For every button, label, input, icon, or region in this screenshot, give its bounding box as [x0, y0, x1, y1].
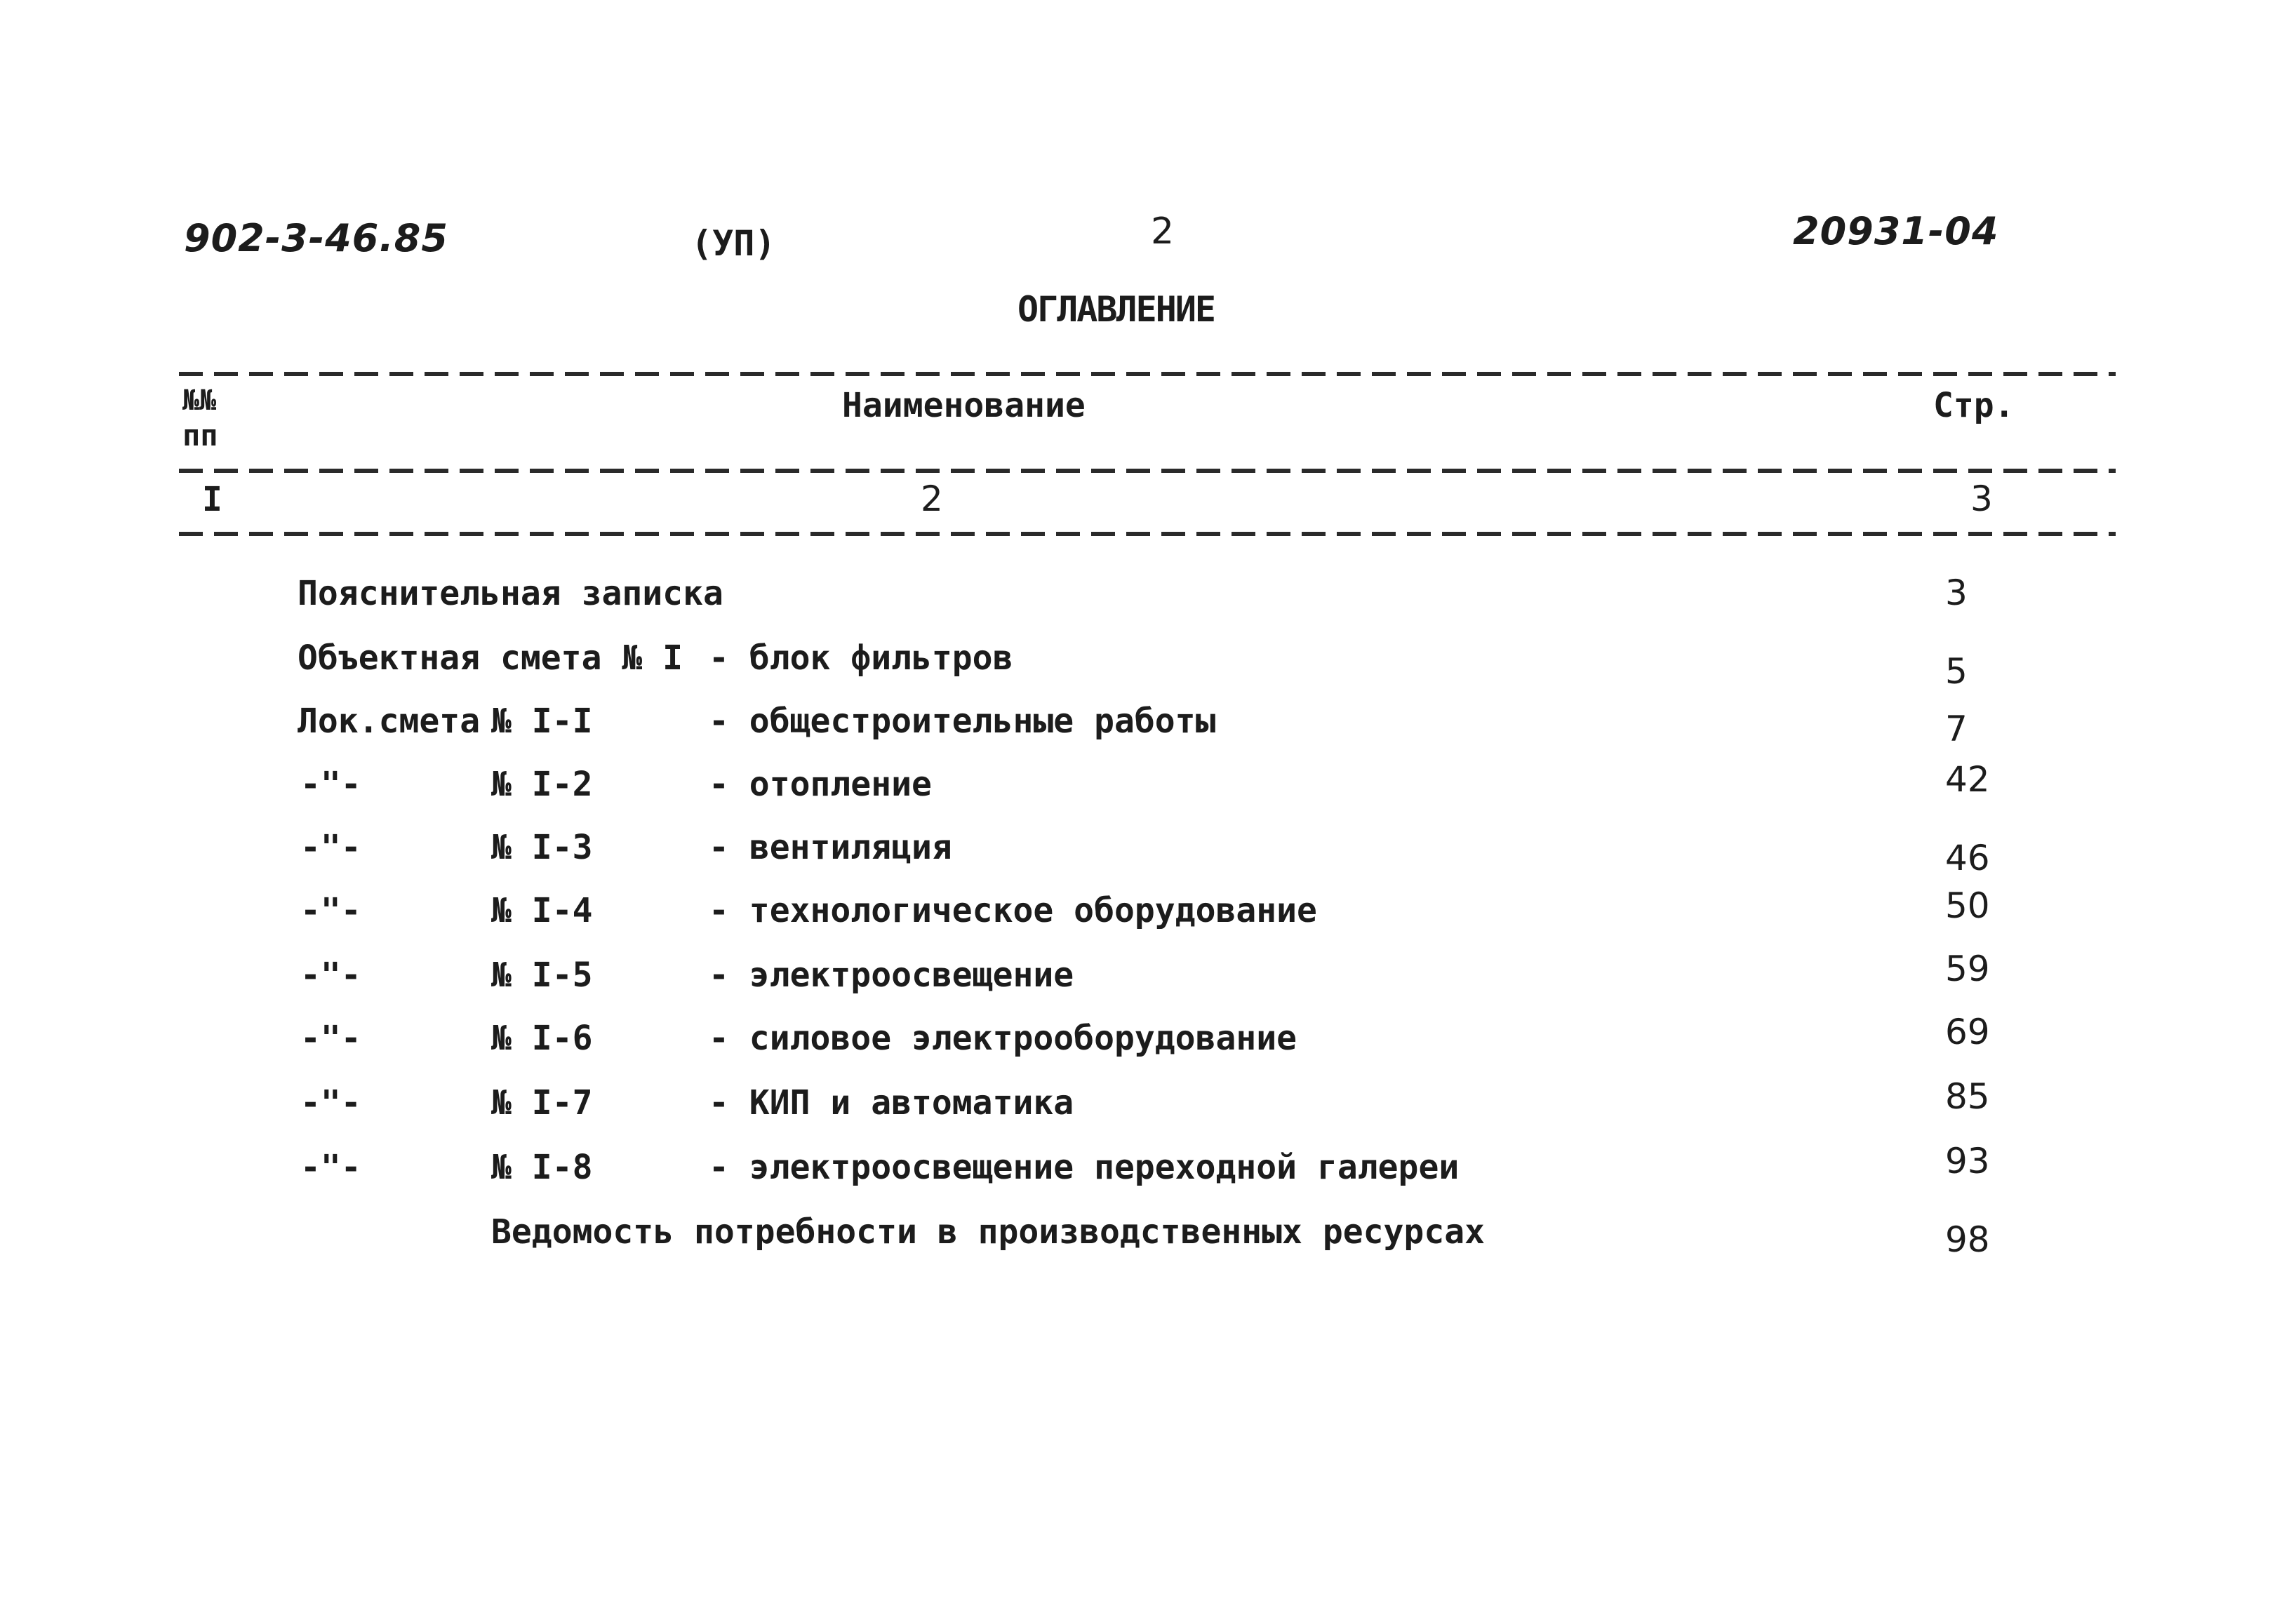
toc-row-description: - отопление — [709, 765, 932, 804]
toc-row-page: 3 — [1945, 572, 1968, 613]
toc-row-estimate-number: № I-2 — [491, 765, 593, 804]
toc-row-page: 42 — [1945, 759, 1990, 800]
toc-row-description: - вентиляция — [709, 828, 952, 867]
toc-row-description: - электроосвещение — [709, 956, 1074, 995]
toc-row-description: - блок фильтров — [709, 638, 1013, 678]
toc-row-estimate-number: № I-I — [491, 702, 593, 741]
toc-row-label: Пояснительная записка — [298, 574, 723, 613]
column-header-number-sub: пп — [182, 418, 218, 453]
table-body-rule — [179, 532, 2116, 536]
toc-row-page: 85 — [1945, 1076, 1990, 1117]
toc-row-page: 50 — [1945, 885, 1990, 926]
toc-row-description: - общестроительные работы — [709, 702, 1216, 741]
toc-row-description: - силовое электрооборудование — [709, 1019, 1297, 1058]
toc-row-label: Лок.смета — [298, 702, 481, 741]
toc-row-page: 5 — [1945, 651, 1968, 692]
column-header-name: Наименование — [842, 386, 1086, 425]
table-top-rule — [179, 372, 2116, 376]
table-header-rule — [179, 469, 2116, 473]
toc-row-estimate-number: № I-5 — [491, 956, 593, 995]
toc-row-description: - электроосвещение переходной галереи — [709, 1148, 1460, 1187]
toc-row-page: 46 — [1945, 838, 1990, 878]
toc-row-estimate-number: № I-6 — [491, 1019, 593, 1058]
toc-row-description: - технологическое оборудование — [709, 891, 1317, 930]
toc-row-page: 69 — [1945, 1012, 1990, 1052]
column-number-2: 2 — [921, 478, 943, 519]
toc-row-description: - КИП и автоматика — [709, 1083, 1074, 1123]
toc-row-ditto: -"- — [300, 828, 361, 867]
toc-row-estimate-number: № I-8 — [491, 1148, 593, 1187]
document-code: 902-3-46.85 — [184, 216, 448, 260]
toc-row-ditto: -"- — [300, 765, 361, 804]
toc-row-estimate-number: № I-3 — [491, 828, 593, 867]
column-header-page: Стр. — [1933, 386, 2015, 425]
page-number: 2 — [1151, 210, 1175, 253]
toc-row-ditto: -"- — [300, 1019, 361, 1058]
column-header-number: №№ — [182, 384, 217, 417]
toc-row-estimate-number: № I-7 — [491, 1083, 593, 1123]
toc-row-page: 59 — [1945, 949, 1990, 989]
toc-row-label: Ведомость потребности в производственных ресурсах — [491, 1212, 1486, 1252]
column-number-3: 3 — [1970, 478, 1993, 519]
toc-row-ditto: -"- — [300, 1148, 361, 1187]
toc-row-page: 93 — [1945, 1141, 1990, 1181]
toc-row-ditto: -"- — [300, 1083, 361, 1123]
toc-row-label: Объектная смета № I — [298, 638, 683, 678]
document-id: 20931-04 — [1793, 209, 1999, 253]
stamp-label: (УП) — [691, 223, 776, 264]
toc-row-page: 98 — [1945, 1219, 1990, 1260]
column-number-1: I — [202, 480, 222, 519]
toc-row-ditto: -"- — [300, 891, 361, 930]
page-title: ОГЛАВЛЕНИЕ — [1017, 289, 1215, 330]
toc-row-estimate-number: № I-4 — [491, 891, 593, 930]
toc-row-ditto: -"- — [300, 956, 361, 995]
toc-row-page: 7 — [1945, 709, 1968, 749]
